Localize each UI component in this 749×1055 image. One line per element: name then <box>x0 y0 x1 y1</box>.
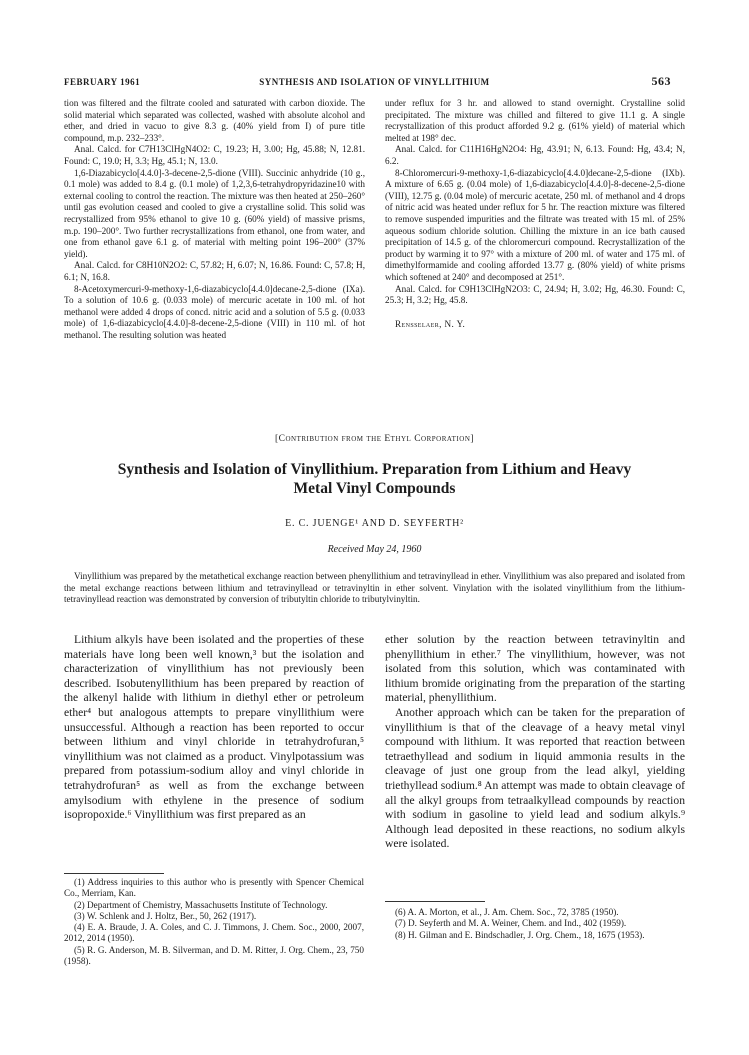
footnote-rule <box>64 873 164 874</box>
running-header-date: FEBRUARY 1961 <box>64 77 141 87</box>
paragraph: under reflux for 3 hr. and allowed to stand overnight. Crystalline solid precipitated. The mixture was chilled and filtered to give 11.1 g. A single recrystallization of this product afforded 9.2 g. (61% yield) of material which melted at 198° dec. <box>385 98 685 143</box>
body-right-column <box>385 633 685 852</box>
footnote-rule <box>385 901 485 902</box>
paragraph: Anal. Calcd. for C9H13ClHgN2O3: C, 24.94; H, 3.02; Hg, 46.30. Found: C, 25.3; H, 3.2; Hg, 45.8. <box>385 283 685 306</box>
paragraph: Lithium alkyls have been isolated and the properties of these materials have long been well known,³ but the isolation and characterization of vinyllithium has not previously been described. Isobutenyllithium has been prepared by reaction of the alkenyl halide with lithium in diethyl ether or petroleum ether⁴ but analogous attempts to prepare vinyllithium were unsuccessful. Although a reaction has been reported to occur between lithium and vinyl chloride in tetrahydrofuran,⁵ vinyllithium was not claimed as a product. Vinylpotassium was prepared from potassium-sodium alloy and vinyl chloride in tetrahydrofuran⁵ as well as from the exchange between amylsodium with ethylene in the presence of sodium isopropoxide.⁶ Vinyllithium was first prepared as an <box>64 633 364 822</box>
location-signature: Rensselaer, N. Y. <box>395 318 466 329</box>
paragraph: 8-Acetoxymercuri-9-methoxy-1,6-diazabicyclo[4.4.0]decane-2,5-dione (IXa). To a solution of 10.6 g. (0.033 mole) of mercuric acetate in 100 ml. of hot methanol were added 4 drops of concd. nitric acid and a solution of 5.5 g. (0.033 mole) of 1,6-diazabicyclo[4.4.0]-8-decene-2,5-dione (VIII) in 110 ml. of hot methanol. The resulting solution was heated <box>64 283 365 340</box>
running-header-title: SYNTHESIS AND ISOLATION OF VINYLLITHIUM <box>259 77 490 87</box>
footnote: (7) D. Seyferth and M. A. Weiner, Chem. and Ind., 402 (1959). <box>395 918 627 929</box>
footnote: (8) H. Gilman and E. Bindschadler, J. Org. Chem., 18, 1675 (1953). <box>395 929 645 940</box>
article-title-line: Synthesis and Isolation of Vinyllithium. Preparation from Lithium and Heavy <box>117 461 632 478</box>
article-title <box>64 460 685 498</box>
received-date: Received May 24, 1960 <box>327 544 422 555</box>
top-left-column <box>64 98 365 341</box>
footnote: (1) Address inquiries to this author who is presently with Spencer Chemical Co., Merriam, Kan. <box>64 877 364 899</box>
article-title-line: Metal Vinyl Compounds <box>293 480 456 497</box>
footnotes-left <box>64 877 364 967</box>
top-right-column <box>385 98 685 330</box>
paragraph: Another approach which can be taken for the preparation of vinyllithium is that of the cleavage of a heavy metal vinyl compound with lithium. It was reported that reaction between tetraethyllead and sodium in liquid ammonia results in the cleavage of just one group from the lead alkyl, yielding triethyllead sodium.⁸ An attempt was made to obtain cleavage of all the alkyl groups from tetraalkyllead compounds by reaction with sodium in gasoline to yield lead and sodium alkyls.⁹ Although lead deposited in these reactions, no sodium alkyls were isolated. <box>385 705 685 851</box>
footnote: (5) R. G. Anderson, M. B. Silverman, and D. M. Ritter, J. Org. Chem., 23, 750 (1958). <box>64 944 364 967</box>
paragraph: 8-Chloromercuri-9-methoxy-1,6-diazabicyclo[4.4.0]decane-2,5-dione (IXb). A mixture of 6.65 g. (0.04 mole) of 1,6-diazabicyclo[4.4.0]-8-decene-2,5-dione (VIII), 12.75 g. (0.04 mole) of mercuric acetate, 250 ml. of methanol and 4 drops of nitric acid was heated under reflux for 5 hr. The reaction mixture was filtered to remove suspended impurities and the filtrate was treated with 15 ml. of 25% aqueous sodium chloride solution. Chilling the mixture in an ice bath caused precipitation of 14.5 g. of the chloromercuri compound. Recrystallization of the product by warming it to 97° with a mixture of 200 ml. of water and 175 ml. of dimethylformamide and cooling afforded 13.77 g. (80% yield) of white prisms which softened at 240° and decomposed at 251°. <box>385 167 685 282</box>
contribution-line: [Contribution from the Ethyl Corporation] <box>274 434 475 444</box>
paragraph: ether solution by the reaction between tetravinyltin and phenyllithium in ether.⁷ The vinyllithium, however, was not isolated from this solution, which was contaminated with lithium bromide originating from the preparation of the starting material, phenyllithium. <box>385 633 685 705</box>
footnote: (6) A. A. Morton, et al., J. Am. Chem. Soc., 72, 3785 (1950). <box>395 907 619 917</box>
page-number: 563 <box>651 74 671 88</box>
abstract: Vinyllithium was prepared by the metathetical exchange reaction between phenyllithium and tetravinyllead in ether. Vinyllithium was also prepared and isolated from the metal exchange reactions between lithium and tetravinyllead or tetravinyltin in ether solvent. Vinylation with the isolated vinyllithium from the lithium-tetravinyllead reaction was demonstrated by conversion of tributyltin chloride to tributylvinyltin. <box>64 571 685 604</box>
body-left-column <box>64 633 364 823</box>
footnotes-right <box>385 907 685 941</box>
footnote: (4) E. A. Braude, J. A. Coles, and C. J. Timmons, J. Chem. Soc., 2000, 2007, 2012, 2014 (1950). <box>64 922 364 944</box>
authors: E. C. JUENGE¹ AND D. SEYFERTH² <box>285 518 464 529</box>
paragraph: Anal. Calcd. for C7H13ClHgN4O2: C, 19.23; H, 3.00; Hg, 45.88; N, 12.81. Found: C, 19.0; H, 3.3; Hg, 45.1; N, 13.0. <box>64 144 365 166</box>
paragraph: Anal. Calcd. for C11H16HgN2O4: Hg, 43.91; N, 6.13. Found: Hg, 43.4; N, 6.2. <box>385 144 685 166</box>
footnote: (3) W. Schlenk and J. Holtz, Ber., 50, 262 (1917). <box>74 910 257 921</box>
paragraph: Anal. Calcd. for C8H10N2O2: C, 57.82; H, 6.07; N, 16.86. Found: C, 57.8; H, 6.1; N, 16.8. <box>64 260 365 282</box>
paragraph: tion was filtered and the filtrate cooled and saturated with carbon dioxide. The solid material which separated was collected, washed with absolute alcohol and ether, and dried in vacuo to give 8.3 g. (40% yield from I) of pure title compound, m.p. 232–233°. <box>64 98 365 143</box>
footnote: (2) Department of Chemistry, Massachusetts Institute of Technology. <box>74 899 328 910</box>
paragraph: 1,6-Diazabicyclo[4.4.0]-3-decene-2,5-dione (VIII). Succinic anhydride (10 g., 0.1 mole) was added to 8.4 g. (0.1 mole) of 1,2,3,6-tetrahydropyridazine10 with external cooling to control the reaction. The mixture was then heated at 250–260° until gas evolution ceased and cooled to give a crystalline solid. This solid was recrystallized from 95% ethanol to give 10 g. (60% yield) of massive prisms, m.p. 190–200°. Two further recrystallizations from ethanol, one from water, and one from ethanol gave 6.1 g. of material with melting point 196–200° (37% yield). <box>64 167 365 259</box>
